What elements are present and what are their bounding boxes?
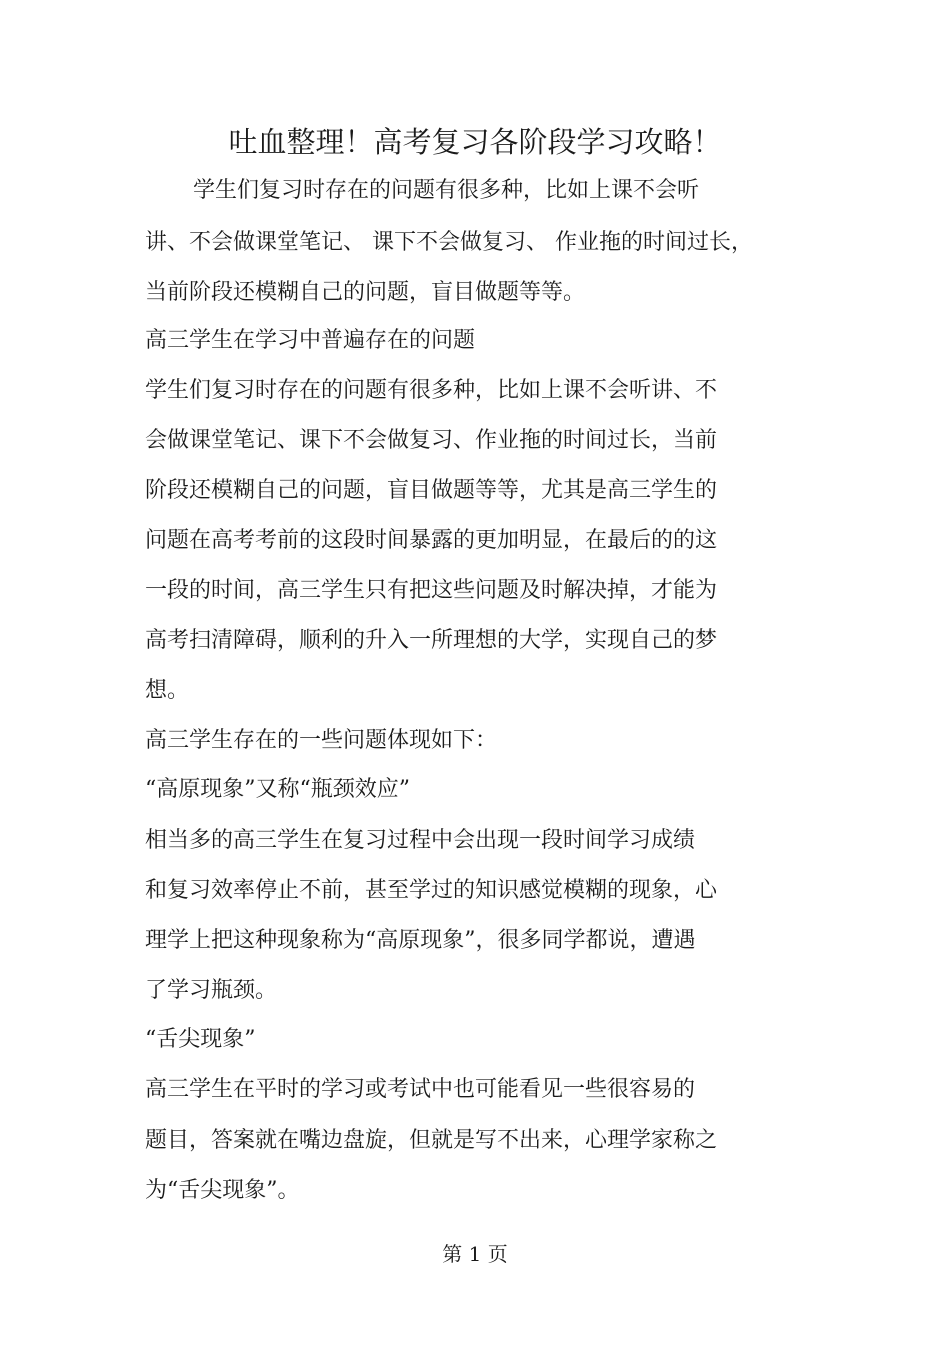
paragraph-line: 学生们复习时存在的问题有很多种，比如上课不会听讲、不 (145, 378, 718, 403)
section-heading: 高三学生在学习中普遍存在的问题 (145, 328, 476, 353)
paragraph-line: 会做课堂笔记、课下不会做复习、作业拖的时间过长，当前 (145, 428, 718, 453)
section-heading: “高原现象”又称“瓶颈效应” (145, 777, 410, 802)
paragraph-line: 高三学生在平时的学习或考试中也可能看见一些很容易的 (145, 1077, 696, 1102)
document-title: 吐血整理！高考复习各阶段学习攻略！ (228, 125, 722, 159)
paragraph-line: 想。 (145, 678, 190, 703)
paragraph-line: 一段的时间，高三学生只有把这些问题及时解决掉，才能为 (145, 578, 718, 603)
paragraph-line: 学生们复习时存在的问题有很多种，比如上课不会听 (193, 178, 700, 203)
paragraph-line: 题目，答案就在嘴边盘旋，但就是写不出来，心理学家称之 (145, 1128, 718, 1153)
paragraph-line: 为“舌尖现象”。 (145, 1178, 300, 1203)
paragraph-line: 相当多的高三学生在复习过程中会出现一段时间学习成绩 (145, 828, 696, 853)
paragraph-line: 问题在高考考前的这段时间暴露的更加明显，在最后的的这 (145, 528, 718, 553)
paragraph-line: 讲、不会做课堂笔记、 课下不会做复习、 作业拖的时间过长， (145, 230, 753, 255)
paragraph-line: 高考扫清障碍，顺利的升入一所理想的大学，实现自己的梦 (145, 628, 718, 653)
section-heading: 高三学生存在的一些问题体现如下： (145, 728, 498, 753)
paragraph-line: 理学上把这种现象称为“高原现象”，很多同学都说，遭遇 (145, 928, 696, 953)
paragraph-line: 和复习效率停止不前，甚至学过的知识感觉模糊的现象，心 (145, 878, 718, 903)
paragraph-line: 阶段还模糊自己的问题，盲目做题等等，尤其是高三学生的 (145, 478, 718, 503)
paragraph-line: 当前阶段还模糊自己的问题，盲目做题等等。 (145, 280, 586, 305)
page-number: 第 1 页 (442, 1242, 508, 1266)
section-heading: “舌尖现象” (145, 1027, 256, 1052)
paragraph-line: 了学习瓶颈。 (145, 978, 278, 1003)
